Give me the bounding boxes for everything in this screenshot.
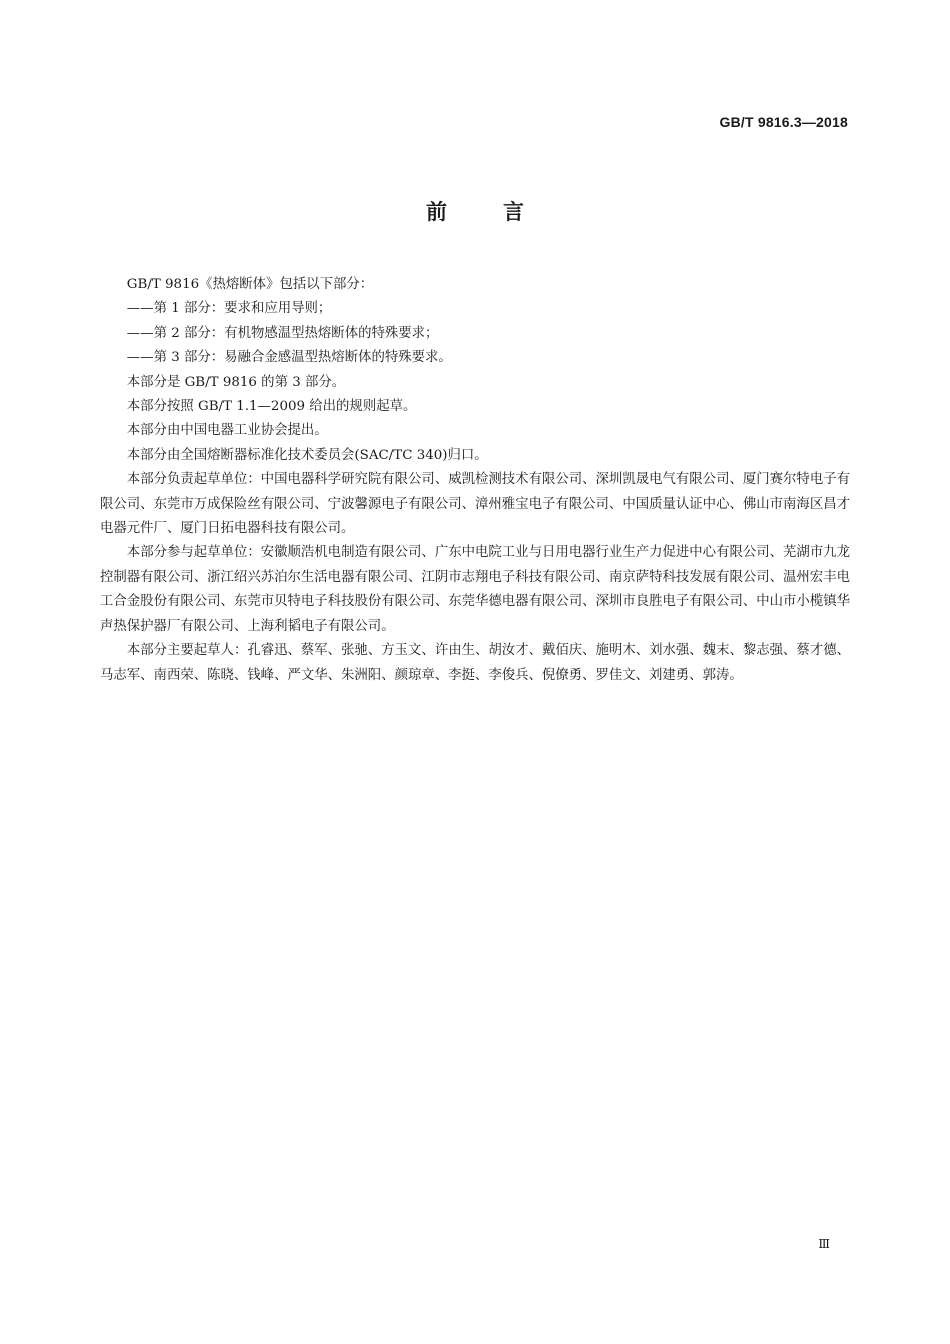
- paragraph-administered-by: 本部分由全国熔断器标准化技术委员会(SAC/TC 340)归口。: [126, 447, 488, 463]
- paragraph-part-1: ——第 1 部分：要求和应用导则；: [126, 301, 332, 317]
- page-number: Ⅲ: [818, 1237, 830, 1251]
- paragraph-responsible-units: 本部分负责起草单位：中国电器科学研究院有限公司、威凯检测技术有限公司、深圳凯晟电气有限公司、厦门赛尔特电子有限公司、东莞市万成保险丝有限公司、宁波馨源电子有限公司、漳州雅宝电子有限公司、中国质量认证中心、佛山市南海区昌才电器元件厂、厦门日拓电器科技有限公司。: [100, 472, 850, 537]
- standard-number: GB/T 9816.3—2018: [719, 114, 848, 130]
- paragraph-part-2: ——第 2 部分：有机物感温型热熔断体的特殊要求；: [126, 325, 439, 341]
- paragraph-this-part: 本部分是 GB/T 9816 的第 3 部分。: [126, 374, 346, 390]
- paragraph-parts-intro: GB/T 9816《热熔断体》包括以下部分：: [126, 277, 374, 292]
- paragraph-main-drafters: 本部分主要起草人：孔睿迅、蔡军、张驰、方玉文、许由生、胡汝才、戴佰庆、施明木、刘水强、魏末、黎志强、蔡才德、马志军、南西荣、陈晓、钱峰、严文华、朱洲阳、颜琼章、李挺、李俊兵、倪僚勇、罗佳文、刘建勇、郭涛。: [100, 643, 850, 683]
- foreword-body: [100, 273, 850, 688]
- paragraph-participating-units: 本部分参与起草单位：安徽顺浩机电制造有限公司、广东中电院工业与日用电器行业生产力促进中心有限公司、芜湖市九龙控制器有限公司、浙江绍兴苏泊尔生活电器有限公司、江阴市志翔电子科技有限公司、南京萨特科技发展有限公司、温州宏丰电工合金股份有限公司、东莞市贝特电子科技股份有限公司、东莞华德电器有限公司、深圳市良胜电子有限公司、中山市小榄镇华声热保护器厂有限公司、上海利韬电子有限公司。: [100, 545, 850, 634]
- paragraph-part-3: ——第 3 部分：易融合金感温型热熔断体的特殊要求。: [126, 350, 452, 366]
- paragraph-proposed-by: 本部分由中国电器工业协会提出。: [126, 423, 328, 439]
- paragraph-drafting-rules: 本部分按照 GB/T 1.1—2009 给出的规则起草。: [126, 399, 417, 415]
- page-title: 前言: [426, 200, 580, 224]
